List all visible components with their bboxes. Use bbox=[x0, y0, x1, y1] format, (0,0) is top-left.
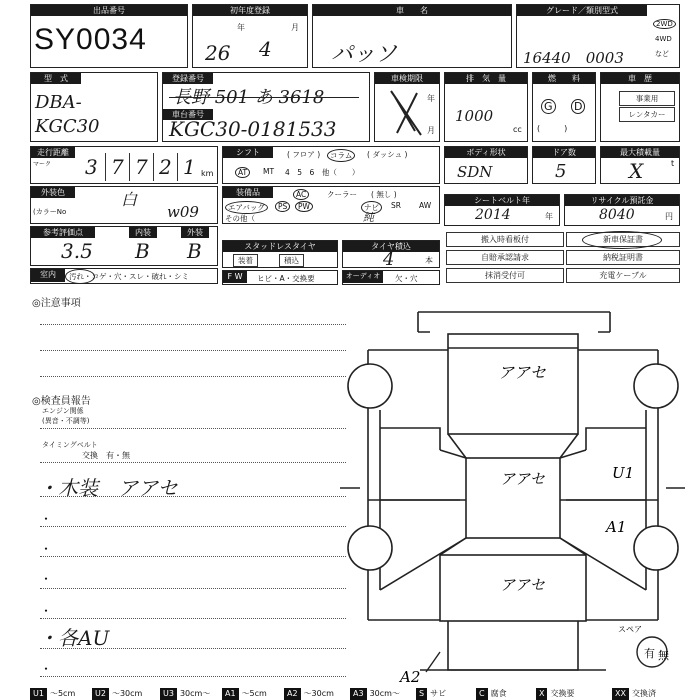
interior-row-items: 汚れ・コゲ・穴・スレ・破れ・シミ bbox=[69, 272, 189, 281]
fw-row bbox=[222, 270, 338, 285]
tire-value: 4 bbox=[383, 249, 395, 270]
legend-s: S サビ bbox=[416, 688, 446, 700]
recycle-box bbox=[564, 194, 680, 226]
shift-header: シフト bbox=[223, 147, 273, 158]
seatbelt-unit: 年 bbox=[545, 212, 553, 221]
report-line bbox=[40, 588, 346, 589]
fuel-other-paren: ( ) bbox=[537, 124, 568, 133]
load-unit: t bbox=[671, 159, 675, 168]
interior-dirt-circle bbox=[65, 269, 95, 284]
displacement-header: 排 気 量 bbox=[445, 73, 527, 84]
equip-other-label: その他（ bbox=[225, 214, 255, 223]
interior-row bbox=[30, 268, 218, 284]
report-line bbox=[40, 462, 346, 463]
shift-column: コラム bbox=[327, 149, 355, 162]
engine-sub: (異音・不調等) bbox=[42, 417, 90, 425]
model-value: DBA-KGC30 bbox=[35, 92, 100, 137]
lot-box bbox=[30, 4, 188, 68]
equip-sr: SR bbox=[391, 201, 401, 210]
chassis-header: 車台番号 bbox=[163, 109, 213, 120]
report-line bbox=[40, 556, 346, 557]
doc-tax-cert: 納税証明書 bbox=[566, 250, 680, 265]
spare-value: 有 bbox=[644, 647, 655, 660]
equip-airbag: エアバッグ bbox=[225, 201, 268, 214]
doc-liability: 自賠承認請求 bbox=[446, 250, 564, 265]
equip-ps: PS bbox=[275, 201, 290, 212]
doors-header: ドア数 bbox=[533, 147, 595, 158]
mileage-mark-label: マーク bbox=[33, 161, 52, 168]
history-rental: レンタカー bbox=[619, 107, 675, 122]
load-box bbox=[600, 146, 680, 184]
spare-none: 無 bbox=[658, 649, 669, 662]
history-business: 事業用 bbox=[619, 91, 675, 106]
interior-row-label: 室内 bbox=[31, 269, 65, 282]
notes-line bbox=[40, 376, 346, 377]
mileage-header: 走行距離 bbox=[31, 147, 75, 158]
tire-header: タイヤ積込 bbox=[343, 241, 439, 252]
warranty-circle bbox=[582, 231, 662, 249]
timing-sub: 交換 有・無 bbox=[82, 451, 130, 460]
report-line bbox=[40, 496, 346, 497]
first-registration-box bbox=[192, 4, 308, 68]
legend-a2: A2 ～30cm bbox=[284, 688, 334, 700]
doc-charge-cable: 充電ケーブル bbox=[566, 268, 680, 283]
color-code-label: (カラーNo bbox=[33, 208, 67, 216]
body-box bbox=[444, 146, 528, 184]
history-header: 車 歴 bbox=[601, 73, 679, 84]
car-name-header: 車 名 bbox=[313, 5, 511, 16]
report-header: ◎検査員報告 bbox=[32, 396, 91, 407]
registration-month: 4 bbox=[259, 37, 272, 61]
reg-strike-line bbox=[169, 97, 359, 98]
mileage-digit-4: 2 bbox=[159, 155, 172, 179]
report-entry-7: ・ bbox=[40, 662, 53, 676]
month-label: 月 bbox=[291, 23, 299, 32]
mileage-digit-3: 7 bbox=[135, 155, 148, 179]
inspection-month-label: 月 bbox=[427, 126, 435, 135]
model-box bbox=[30, 72, 158, 142]
seatbelt-header: シートベルト年 bbox=[445, 195, 559, 206]
notes-line bbox=[40, 324, 346, 325]
studless-loaded: 積込 bbox=[279, 254, 304, 267]
tire-unit: 本 bbox=[425, 256, 433, 265]
mileage-digit-1: 3 bbox=[85, 155, 98, 179]
legend-a1: A1 ～5cm bbox=[222, 688, 267, 700]
audio-row-items: 欠・穴 bbox=[395, 274, 418, 283]
a2-pointer bbox=[426, 652, 440, 672]
mileage-digit-5: 1 bbox=[183, 155, 196, 179]
diagram-label-roof: アアセ bbox=[500, 470, 545, 488]
grades-box bbox=[30, 226, 218, 266]
exterior-color-value: 白 bbox=[121, 190, 138, 209]
body-value: SDN bbox=[457, 163, 493, 181]
displacement-value: 1000 bbox=[455, 107, 494, 125]
lot-header: 出品番号 bbox=[31, 5, 187, 16]
grade-box bbox=[516, 4, 680, 68]
report-line bbox=[40, 648, 346, 649]
legend-xx: XX 交換済 bbox=[612, 688, 656, 700]
studless-box bbox=[222, 240, 338, 268]
legend-x: X 交換要 bbox=[536, 688, 574, 700]
inspection-year-label: 年 bbox=[427, 94, 435, 103]
model-header: 型 式 bbox=[31, 73, 81, 84]
studless-header: スタッドレスタイヤ bbox=[223, 241, 337, 252]
mileage-divider bbox=[177, 153, 178, 181]
lot-number: SY0034 bbox=[34, 23, 147, 56]
equip-pw: PW bbox=[295, 201, 313, 212]
chassis-value: KGC30-0181533 bbox=[169, 117, 337, 141]
notes-header: ◎注意事項 bbox=[32, 298, 81, 309]
equipment-header: 装備品 bbox=[223, 187, 273, 198]
first-registration-header: 初年度登録 bbox=[193, 5, 307, 16]
load-header: 最大積載量 bbox=[601, 147, 679, 158]
recycle-unit: 円 bbox=[665, 212, 673, 221]
mileage-digit-2: 7 bbox=[111, 155, 124, 179]
history-box bbox=[600, 72, 680, 142]
legend-u2: U2 ～30cm bbox=[92, 688, 142, 700]
recycle-value: 8040 bbox=[599, 207, 635, 223]
exterior-color-header: 外装色 bbox=[31, 187, 75, 198]
legend-u1: U1 ～5cm bbox=[30, 688, 75, 700]
drive-4wd: 4WD bbox=[655, 35, 672, 43]
car-name: パッソ bbox=[331, 42, 398, 67]
timing-label: タイミングベルト bbox=[42, 441, 98, 449]
registration-box bbox=[162, 72, 370, 142]
fw-row-items: ヒビ・A・交換要 bbox=[257, 274, 315, 283]
km-label: km bbox=[201, 169, 214, 178]
shift-dash: ( ダッシュ ) bbox=[367, 150, 408, 159]
doc-cancellation: 抹消受付可 bbox=[446, 268, 564, 283]
mileage-box bbox=[30, 146, 218, 184]
notes-line bbox=[40, 350, 346, 351]
seatbelt-box bbox=[444, 194, 560, 226]
doc-warranty: 新車保証書 bbox=[566, 232, 680, 247]
recycle-header: リサイクル預託金 bbox=[565, 195, 679, 206]
shift-floor: ( フロア ) bbox=[287, 150, 321, 159]
equip-none: ( 無し ) bbox=[371, 190, 397, 199]
inspection-cross-out bbox=[389, 87, 423, 139]
legend-a3: A3 30cm～ bbox=[350, 688, 400, 700]
inspection-box bbox=[374, 72, 440, 142]
diagram-label-a1: A1 bbox=[606, 518, 627, 536]
report-entry-6: ・各AU bbox=[38, 626, 110, 650]
car-damage-diagram bbox=[340, 300, 685, 688]
seatbelt-value: 2014 bbox=[475, 207, 511, 223]
report-line bbox=[40, 428, 346, 429]
report-line bbox=[40, 676, 346, 677]
shift-mt: MT bbox=[263, 167, 275, 176]
diagram-label-hood: アアセ bbox=[498, 363, 546, 382]
mileage-divider bbox=[153, 153, 154, 181]
spare-label: スペア bbox=[618, 625, 642, 634]
fuel-gasoline: G bbox=[541, 99, 556, 114]
report-entry-1: ・木装 アアセ bbox=[38, 476, 178, 500]
audio-row-label: オーディオ bbox=[343, 271, 383, 283]
equipment-box bbox=[222, 186, 440, 224]
color-code-value: w09 bbox=[167, 203, 199, 221]
car-name-box bbox=[312, 4, 512, 68]
report-entry-2: ・ bbox=[40, 512, 53, 526]
fuel-diesel: D bbox=[571, 99, 585, 114]
report-entry-4: ・ bbox=[40, 572, 53, 586]
diagram-label-a2: A2 bbox=[400, 668, 421, 686]
registration-year: 26 bbox=[205, 41, 231, 65]
exterior-grade-value: B bbox=[187, 239, 202, 263]
year-label: 年 bbox=[237, 23, 245, 32]
shift-speeds: 4 5 6 他（ ） bbox=[285, 168, 360, 177]
equip-aw: AW bbox=[419, 201, 432, 210]
grade-value: 16440 0003 bbox=[523, 49, 624, 67]
fuel-header: 燃 料 bbox=[533, 73, 595, 84]
fuel-box bbox=[532, 72, 596, 142]
fw-row-label: F W bbox=[223, 271, 247, 283]
report-line bbox=[40, 618, 346, 619]
mileage-divider bbox=[105, 153, 106, 181]
exterior-color-box bbox=[30, 186, 218, 224]
grade-header: グレード／類別型式 bbox=[517, 5, 647, 16]
studless-fitted: 装着 bbox=[233, 254, 258, 267]
cc-label: cc bbox=[513, 125, 522, 134]
reference-grade-value: 3.5 bbox=[61, 239, 93, 263]
interior-grade-header: 内装 bbox=[129, 227, 157, 238]
equip-navi: ナビ bbox=[361, 201, 382, 214]
equip-ac: AC bbox=[293, 189, 309, 200]
inspection-header: 車検期限 bbox=[375, 73, 439, 84]
displacement-box bbox=[444, 72, 528, 142]
report-entry-5: ・ bbox=[40, 604, 53, 618]
mileage-divider bbox=[129, 153, 130, 181]
legend-c: C 腐食 bbox=[476, 688, 507, 700]
legend-u3: U3 30cm～ bbox=[160, 688, 210, 700]
report-entry-3: ・ bbox=[40, 542, 53, 556]
shift-at: AT bbox=[235, 167, 250, 178]
report-line bbox=[40, 526, 346, 527]
diagram-label-trunk: アアセ bbox=[500, 576, 545, 594]
doors-value: 5 bbox=[555, 161, 567, 182]
tire-box bbox=[342, 240, 440, 268]
reg-number-value: 長野 501 あ 3618 bbox=[173, 87, 325, 108]
exterior-grade-header: 外装 bbox=[181, 227, 209, 238]
doors-box bbox=[532, 146, 596, 184]
audio-row bbox=[342, 270, 440, 285]
drive-none: など bbox=[655, 50, 669, 58]
reg-number-header: 登録番号 bbox=[163, 73, 213, 84]
equip-cooler: クーラー bbox=[327, 190, 357, 199]
engine-label: エンジン関係 bbox=[42, 407, 84, 415]
drive-2wd: 2WD bbox=[653, 19, 676, 29]
interior-grade-value: B bbox=[135, 239, 150, 263]
reference-grade-header: 参考評価点 bbox=[31, 227, 95, 238]
body-header: ボディ形状 bbox=[445, 147, 527, 158]
diagram-label-u1: U1 bbox=[612, 464, 635, 482]
shift-box bbox=[222, 146, 440, 184]
load-value: X bbox=[629, 159, 644, 183]
doc-signboard: 搬入時看板付 bbox=[446, 232, 564, 247]
equip-note: 純 bbox=[363, 211, 374, 224]
